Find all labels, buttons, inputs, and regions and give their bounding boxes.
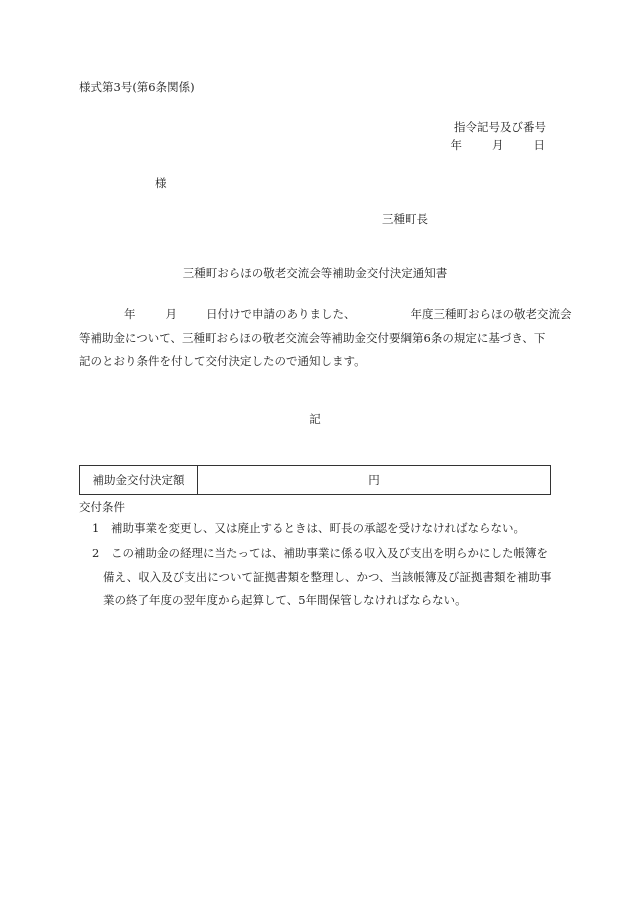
- addressee-honorific: 様: [155, 176, 167, 190]
- conditions-heading: 交付条件: [79, 500, 125, 514]
- condition-number: 1: [92, 521, 100, 535]
- condition-item: [92, 517, 525, 541]
- body-line-1: [79, 303, 572, 327]
- grant-amount-label: 補助金交付決定額: [80, 466, 198, 494]
- body-year-label: 年: [124, 307, 136, 321]
- date-day-label: 日: [533, 138, 545, 152]
- condition-text: 補助事業を変更し、又は廃止するときは、町長の承認を受けなければならない。: [111, 521, 525, 535]
- issue-date: [451, 140, 546, 152]
- issuer-name: 三種町長: [382, 212, 428, 226]
- grant-amount-table: [79, 465, 551, 495]
- document-title: 三種町おらほの敬老交流会等補助金交付決定通知書: [182, 266, 448, 280]
- date-month-label: 月: [492, 138, 504, 152]
- condition-text-continued: 業の終了年度の翌年度から起算して、5年間保管しなければならない。: [103, 593, 467, 607]
- body-day-text: 日付けで申請のありました、: [206, 307, 356, 321]
- grant-amount-value: 円: [368, 473, 380, 487]
- form-number: 様式第3号(第6条関係): [79, 80, 195, 94]
- date-year-label: 年: [450, 138, 462, 152]
- body-fiscal-year-text: 年度三種町おらほの敬老交流会: [410, 307, 572, 321]
- condition-text: この補助金の経理に当たっては、補助事業に係る収入及び支出を明らかにした帳簿を: [111, 546, 548, 560]
- ki-heading: 記: [309, 412, 321, 426]
- body-line-3: 記のとおり条件を付して交付決定したので通知します。: [79, 354, 366, 368]
- condition-text-continued: 備え、収入及び支出について証拠書類を整理し、かつ、当該帳簿及び証拠書類を補助事: [103, 569, 552, 584]
- condition-number: 2: [92, 546, 100, 560]
- condition-item: [92, 542, 552, 613]
- command-number-label: 指令記号及び番号: [454, 120, 546, 134]
- body-line-2: 等補助金について、三種町おらほの敬老交流会等補助金交付要綱第6条の規定に基づき、下: [79, 330, 546, 345]
- body-month-label: 月: [165, 307, 177, 321]
- notice-body: [79, 303, 572, 374]
